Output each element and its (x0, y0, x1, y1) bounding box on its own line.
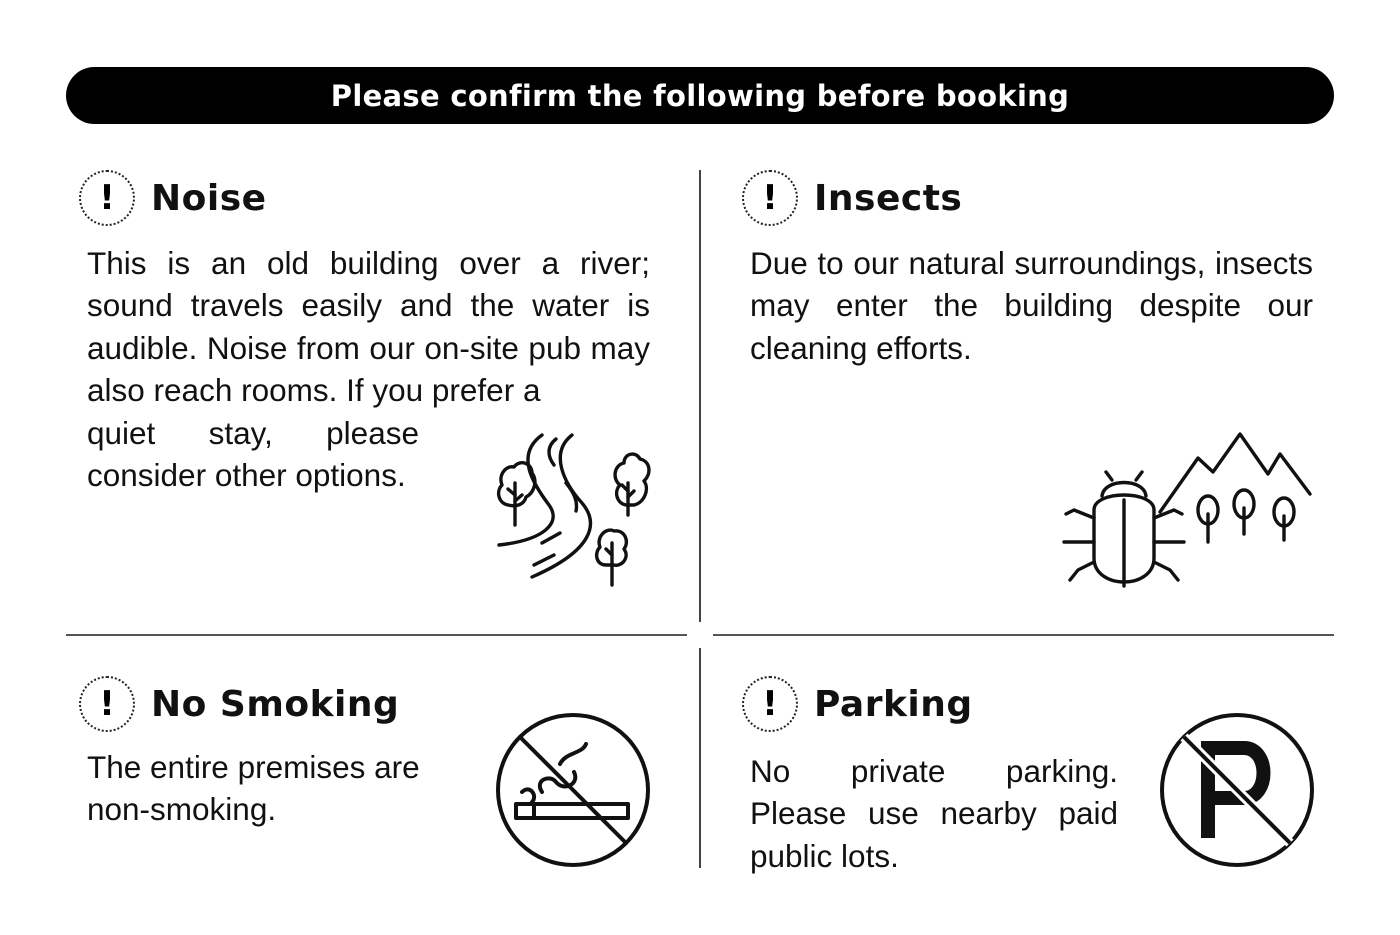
no-smoking-text: The entire premises are non-smoking. (87, 749, 420, 828)
alert-icon: ! (79, 676, 135, 732)
river-trees-icon (494, 425, 654, 590)
noise-text-tail-1: quiet stay, please (87, 415, 419, 451)
insects-heading (742, 170, 962, 226)
horizontal-divider-left (66, 634, 687, 636)
no-parking-icon (1158, 712, 1316, 868)
noise-heading (79, 170, 267, 226)
no-smoking-heading (79, 676, 399, 732)
parking-text: No private parking. Please use nearby paid public lots. (750, 753, 1118, 874)
noise-text-tail-2: consider other options. (87, 457, 406, 493)
horizontal-divider-right (713, 634, 1334, 636)
alert-icon: ! (742, 170, 798, 226)
alert-icon: ! (742, 676, 798, 732)
insects-title: Insects (814, 177, 963, 219)
vertical-divider-top (699, 170, 701, 622)
parking-heading (742, 676, 973, 732)
header-banner (66, 67, 1334, 124)
insects-text: Due to our natural surroundings, insects may enter the building despite our cleaning efforts. (750, 245, 1313, 366)
banner-title: Please confirm the following before booking (330, 78, 1070, 113)
noise-title: Noise (151, 177, 267, 219)
vertical-divider-bottom (699, 648, 701, 868)
no-smoking-title: No Smoking (151, 683, 400, 725)
alert-icon: ! (79, 170, 135, 226)
bug-mountains-icon (1058, 430, 1318, 595)
noise-text: This is an old building over a river; sound travels easily and the water is audible. Noise from our on-site pub may also reach rooms. If you prefer a (87, 245, 650, 408)
no-smoking-icon (494, 712, 652, 868)
parking-title: Parking (814, 683, 973, 725)
